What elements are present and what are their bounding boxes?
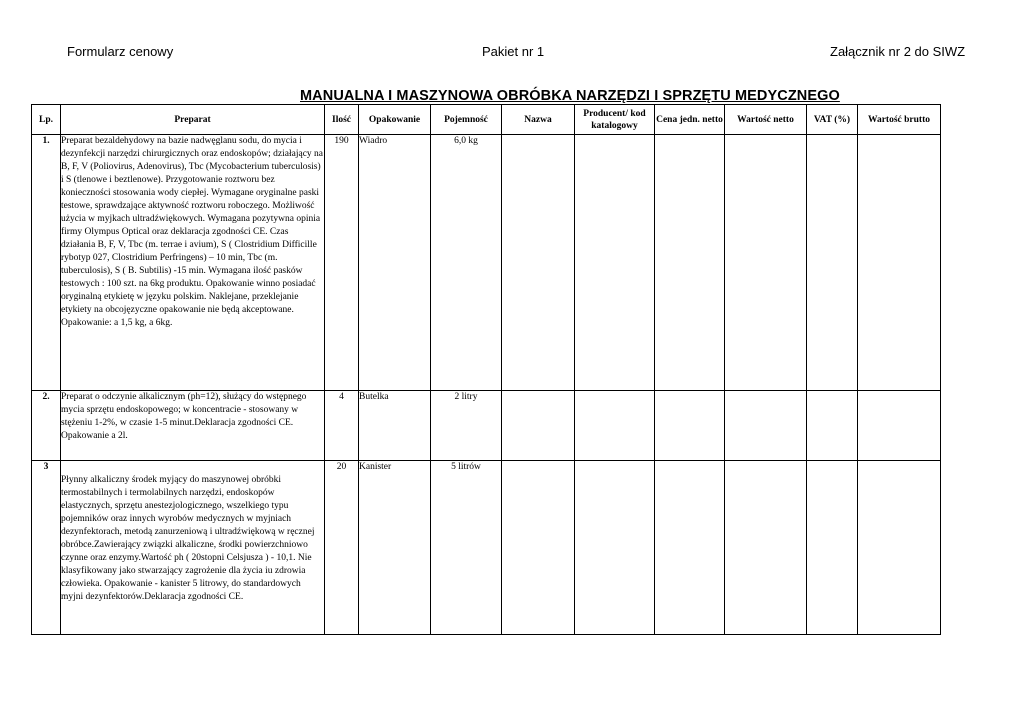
- packaging-cell: Butelka: [359, 391, 431, 461]
- product-description: [61, 135, 325, 391]
- row-number: 1.: [32, 135, 61, 391]
- col-header-pojemnosc: Pojemność: [431, 105, 502, 135]
- capacity-cell: 5 litrów: [431, 461, 502, 635]
- product-description-packaging: Opakowanie: a 1,5 kg, a 6kg.: [61, 318, 173, 328]
- table-row: [32, 461, 941, 635]
- row-number: 2.: [32, 391, 61, 461]
- col-header-wartosc-brutto: Wartość brutto: [858, 105, 941, 135]
- net-value-input-cell[interactable]: [725, 391, 807, 461]
- quantity-cell: 190: [325, 135, 359, 391]
- producer-code-input-cell[interactable]: [575, 461, 655, 635]
- vat-input-cell[interactable]: [807, 391, 858, 461]
- description-spacer: [61, 461, 324, 474]
- gross-value-input-cell[interactable]: [858, 391, 941, 461]
- quantity-cell: 20: [325, 461, 359, 635]
- product-description-text: Płynny alkaliczny środek myjący do maszynowej obróbki termostabilnych i termolabilnych narzędzi, endoskopów elastycznych, sprzętu anestezjologicznego, wszelkiego typu pojemników oraz innych wyrobów medycznych w myjniach dezynfektorach, metodą zanurzeniową i ultradźwiękową w ręcznej obróbce.Zawierający związki alkaliczne, środki powierzchniowo czynne oraz enzymy.Wartość ph ( 20stopni Celsjusza ) - 10,1. Nie klasyfikowany jako stwarzający zagrożenie dla życia iu zdrowia człowieka. Opakowanie - kanister 5 litrowy, do standardowych myjni dezynfektorów.Deklaracja zgodności CE.: [61, 475, 315, 602]
- col-header-preparat: Preparat: [61, 105, 325, 135]
- col-header-vat: VAT (%): [807, 105, 858, 135]
- product-description: [61, 391, 325, 461]
- gross-value-input-cell[interactable]: [858, 461, 941, 635]
- col-header-producent: Producent/ kod katalogowy: [575, 105, 655, 135]
- product-description: [61, 461, 325, 635]
- product-description-text: Preparat bezaldehydowy na bazie nadwęglanu sodu, do mycia i dezynfekcji narzędzi chirurgicznych oraz endoskopów; działający na B, F, V (Poliovirus, Adenovirus), Tbc (Mycobacterium tuberculosis) i S (tlenowe i beztlenowe). Przygotowanie roztworu bez konieczności stosowania wody ciepłej. Wymagane oryginalne paski testowe, sprawdzające aktywność roztworu roboczego. Możliwość użycia w myjkach ultradźwiękowych. Wymagana pozytywna opinia firmy Olympus Optical oraz deklaracja zgodności CE. Czas działania B, F, V, Tbc (m. terrae i avium), S ( Clostridium Difficille rybotyp 027, Clostridium Perfringens) – 10 min, Tbc (m. tuberculosis), S ( B. Subtilis) -15 min. Wymagana ilość pasków testowych : 100 szt. na 6kg produktu. Opakowanie winno posiadać oryginalną etykietę w języku polskim. Naklejane, przeklejanie etykiety na obcojęzyczne opakowanie nie będą akceptowane.: [61, 136, 324, 315]
- producer-code-input-cell[interactable]: [575, 135, 655, 391]
- document-title: MANUALNA I MASZYNOWA OBRÓBKA NARZĘDZI I SPRZĘTU MEDYCZNEGO: [300, 88, 840, 104]
- price-form-table: [31, 104, 941, 635]
- header-attachment-label: Załącznik nr 2 do SIWZ: [830, 44, 966, 59]
- unit-price-input-cell[interactable]: [655, 461, 725, 635]
- vat-input-cell[interactable]: [807, 135, 858, 391]
- product-description-text: Preparat o odczynie alkalicznym (ph=12), służący do wstępnego mycia sprzętu endoskopowego; w koncentracie - stosowany w stężeniu 1-2%, w czasie 1-5 minut.Deklaracja zgodności CE. Opakowanie a 2l.: [61, 392, 307, 441]
- vat-input-cell[interactable]: [807, 461, 858, 635]
- table-header-row: [32, 105, 941, 135]
- row-number: 3: [32, 461, 61, 635]
- unit-price-input-cell[interactable]: [655, 135, 725, 391]
- packaging-cell: Wiadro: [359, 135, 431, 391]
- col-header-lp: Lp.: [32, 105, 61, 135]
- quantity-cell: 4: [325, 391, 359, 461]
- table-row: [32, 135, 941, 391]
- net-value-input-cell[interactable]: [725, 135, 807, 391]
- capacity-cell: 6,0 kg: [431, 135, 502, 391]
- header-form-title: Formularz cenowy: [67, 44, 174, 59]
- col-header-wartosc-netto: Wartość netto: [725, 105, 807, 135]
- col-header-cena: Cena jedn. netto: [655, 105, 725, 135]
- unit-price-input-cell[interactable]: [655, 391, 725, 461]
- net-value-input-cell[interactable]: [725, 461, 807, 635]
- name-input-cell[interactable]: [502, 461, 575, 635]
- table-row: [32, 391, 941, 461]
- col-header-ilosc: Ilość: [325, 105, 359, 135]
- packaging-cell: Kanister: [359, 461, 431, 635]
- col-header-nazwa: Nazwa: [502, 105, 575, 135]
- gross-value-input-cell[interactable]: [858, 135, 941, 391]
- header-package-number: Pakiet nr 1: [482, 44, 545, 59]
- capacity-cell: 2 litry: [431, 391, 502, 461]
- producer-code-input-cell[interactable]: [575, 391, 655, 461]
- name-input-cell[interactable]: [502, 391, 575, 461]
- name-input-cell[interactable]: [502, 135, 575, 391]
- col-header-opakowanie: Opakowanie: [359, 105, 431, 135]
